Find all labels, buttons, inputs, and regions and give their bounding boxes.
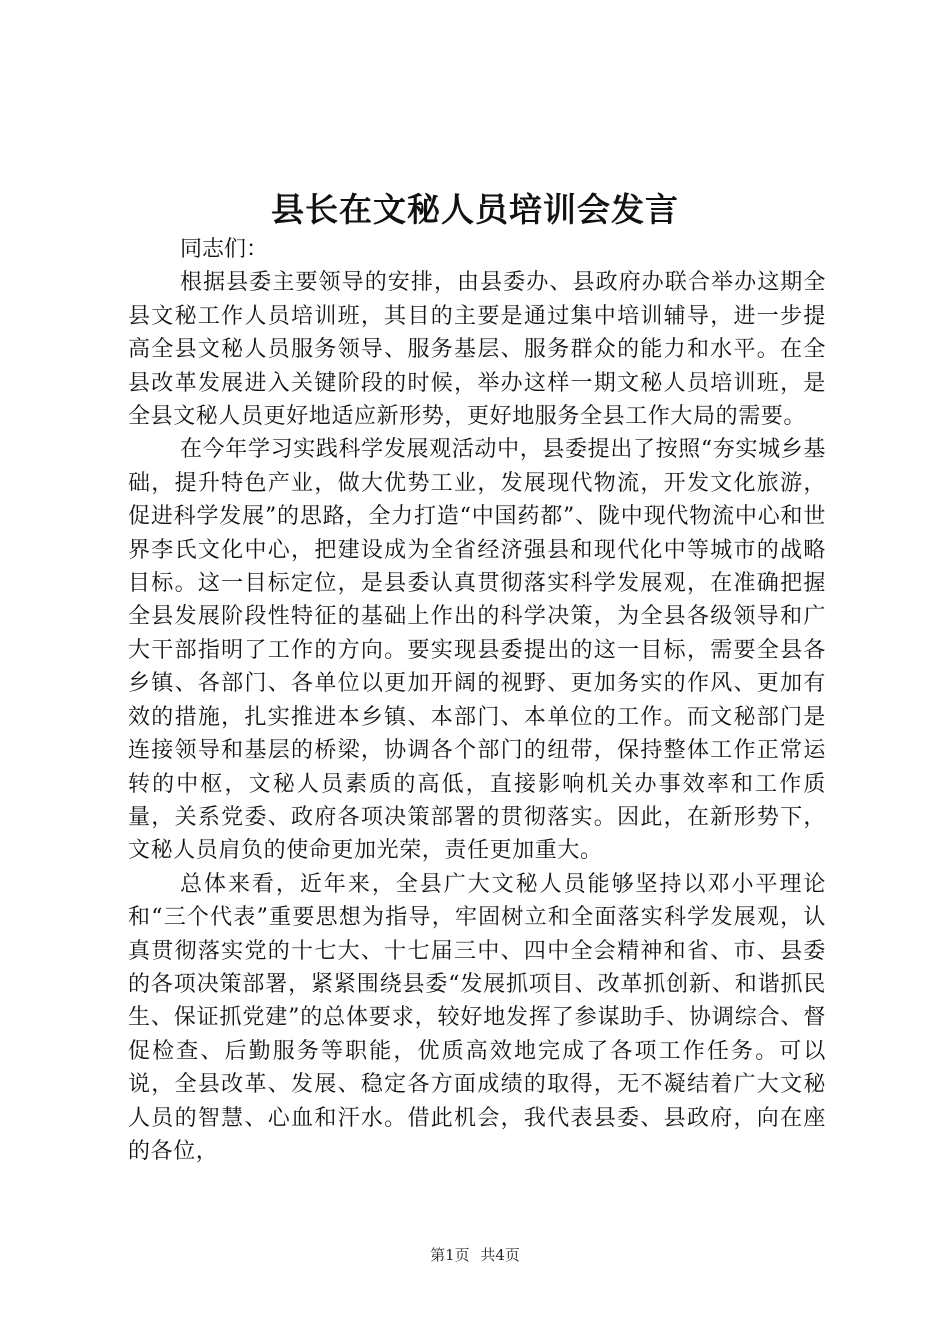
document-body: [128, 233, 826, 1168]
paragraph-3: 总体来看，近年来，全县广大文秘人员能够坚持以邓小平理论和“三个代表”重要思想为指导，牢固树立和全面落实科学发展观，认真贯彻落实党的十七大、十七届三中、四中全会精神和省、市、县委的各项决策部署，紧紧围绕县委“发展抓项目、改革抓创新、和谐抓民生、保证抓党建”的总体要求，较好地发挥了参谋助手、协调综合、督促检查、后勤服务等职能，优质高效地完成了各项工作任务。可以说，全县改革、发展、稳定各方面成绩的取得，无不凝结着广大文秘人员的智慧、心血和汗水。借此机会，我代表县委、县政府，向在座的各位，: [128, 871, 826, 1164]
greeting: 同志们：: [180, 237, 269, 262]
paragraph-2: 在今年学习实践科学发展观活动中，县委提出了按照“夯实城乡基础，提升特色产业，做大优势工业，发展现代物流，开发文化旅游，促进科学发展”的思路，全力打造“中国药都”、陇中现代物流中心和世界李氏文化中心，把建设成为全省经济强县和现代化中等城市的战略目标。这一目标定位，是县委认真贯彻落实科学发展观，在准确把握全县发展阶段性特征的基础上作出的科学决策，为全县各级领导和广大干部指明了工作的方向。要实现县委提出的这一目标，需要全县各乡镇、各部门、各单位以更加开阔的视野、更加务实的作风、更加有效的措施，扎实推进本乡镇、本部门、本单位的工作。而文秘部门是连接领导和基层的桥梁，协调各个部门的纽带，保持整体工作正常运转的中枢，文秘人员素质的高低，直接影响机关办事效率和工作质量，关系党委、政府各项决策部署的贯彻落实。因此，在新形势下，文秘人员肩负的使命更加光荣，责任更加重大。: [128, 437, 826, 864]
paragraph-1: 根据县委主要领导的安排，由县委办、县政府办联合举办这期全县文秘工作人员培训班，其目的主要是通过集中培训辅导，进一步提高全县文秘人员服务领导、服务基层、服务群众的能力和水平。在全县改革发展进入关键阶段的时候，举办这样一期文秘人员培训班，是全县文秘人员更好地适应新形势，更好地服务全县工作大局的需要。: [128, 270, 826, 430]
page-number-footer: 第1页 共4页: [430, 1246, 520, 1264]
document-title: 县长在文秘人员培训会发言: [271, 190, 679, 229]
